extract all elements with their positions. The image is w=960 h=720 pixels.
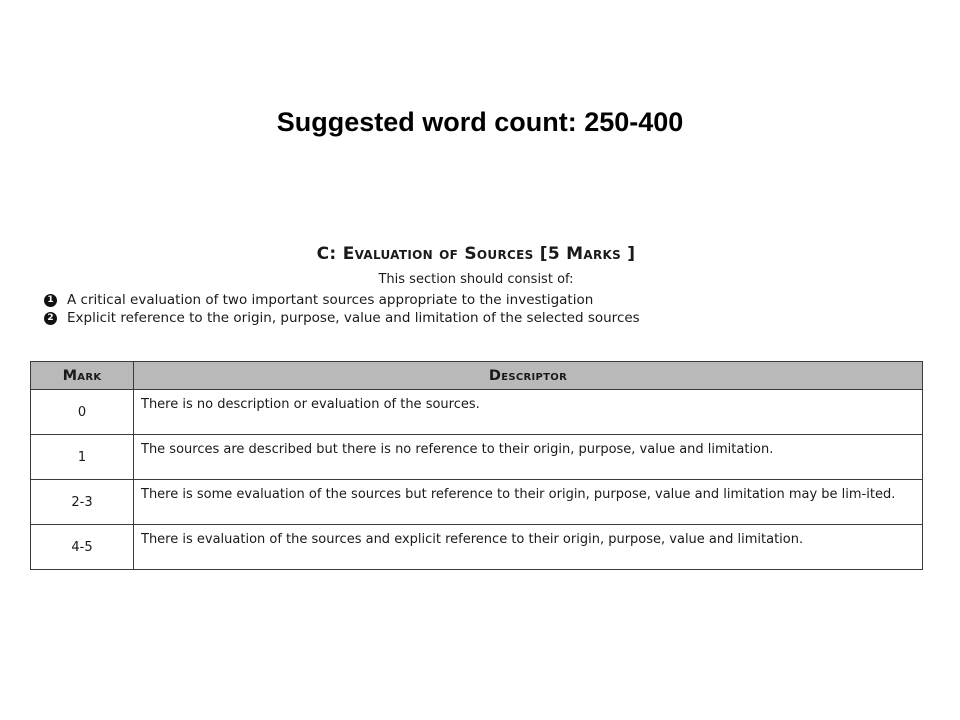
table-row bbox=[31, 525, 923, 570]
column-header-descriptor: Descriptor bbox=[134, 362, 923, 390]
rubric-intro: This section should consist of: bbox=[378, 272, 574, 287]
mark-cell: 0 bbox=[31, 390, 134, 435]
criteria-item bbox=[44, 291, 924, 309]
descriptor-cell: There is no description or evaluation of the sources. bbox=[134, 390, 923, 435]
column-header-mark: Mark bbox=[31, 362, 134, 390]
rubric-heading: C: Evaluation of Sources [5 Marks ] bbox=[316, 244, 636, 264]
slide-title: Suggested word count: 250-400 bbox=[276, 107, 684, 137]
table-row bbox=[31, 480, 923, 525]
mark-cell: 1 bbox=[31, 435, 134, 480]
mark-cell: 4-5 bbox=[31, 525, 134, 570]
criteria-list bbox=[44, 291, 924, 327]
table-row bbox=[31, 435, 923, 480]
criteria-text: A critical evaluation of two important sources appropriate to the investigation bbox=[67, 292, 594, 308]
mark-descriptor-table bbox=[30, 361, 923, 570]
criteria-item bbox=[44, 309, 924, 327]
table-row bbox=[31, 390, 923, 435]
number-1-icon: 1 bbox=[44, 294, 57, 307]
descriptor-cell: There is some evaluation of the sources but reference to their origin, purpose, value and limitation may be lim-ited. bbox=[134, 480, 923, 525]
rubric-section bbox=[28, 240, 924, 327]
number-2-icon: 2 bbox=[44, 312, 57, 325]
table-header-row bbox=[31, 362, 923, 390]
mark-cell: 2-3 bbox=[31, 480, 134, 525]
criteria-text: Explicit reference to the origin, purpose, value and limitation of the selected sources bbox=[67, 310, 640, 326]
descriptor-cell: The sources are described but there is no reference to their origin, purpose, value and limitation. bbox=[134, 435, 923, 480]
descriptor-cell: There is evaluation of the sources and explicit reference to their origin, purpose, value and limitation. bbox=[134, 525, 923, 570]
